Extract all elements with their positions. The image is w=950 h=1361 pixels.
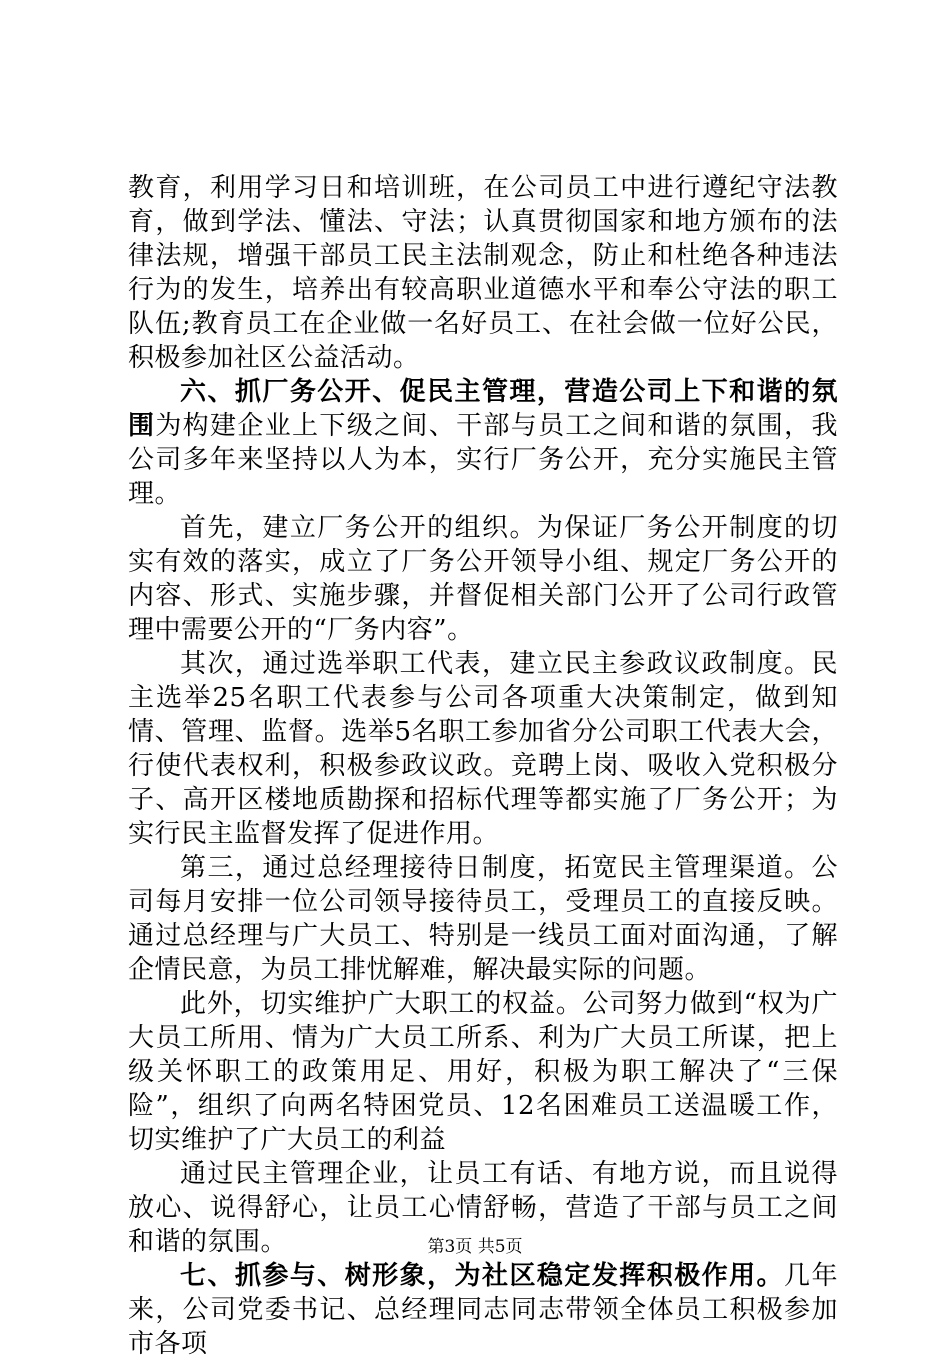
paragraph-text: 为构建企业上下级之间、干部与员工之间和谐的氛围，我公司多年来坚持以人为本，实行厂务公开，充分实施民主管理。 [128,411,838,509]
paragraph-text: 首先，建立厂务公开的组织。为保证厂务公开制度的切实有效的落实，成立了厂务公开领导小组、规定厂务公开的内容、形式、实施步骤，并督促相关部门公开了公司行政管理中需要公开的“厂务内容”。 [128,513,838,645]
paragraph-2 [128,375,838,511]
page-footer [0,1236,950,1258]
paragraph-text: 第三，通过总经理接待日制度，拓宽民主管理渠道。公司每月安排一位公司领导接待员工，受理员工的直接反映。通过总经理与广大员工、特别是一线员工面对面沟通，了解企情民意，为员工排忧解难，解决最实际的问题。 [128,853,838,985]
paragraph-3 [128,511,838,647]
section-heading-7: 七、抓参与、树形象，为社区稳定发挥积极作用。 [180,1261,785,1291]
paragraph-text: 几年来，公司党委书记、总经理同志同志带领全体员工积极参加市各项 [128,1261,838,1359]
paragraph-4 [128,647,838,851]
paragraph-text: 通过民主管理企业，让员工有话、有地方说，而且说得放心、说得舒心，让员工心情舒畅，营造了干部与员工之间和谐的氛围。 [128,1159,838,1257]
document-body [128,171,838,1361]
paragraph-5 [128,851,838,987]
paragraph-text: 此外，切实维护广大职工的权益。公司努力做到“权为广大员工所用、情为广大员工所系、利为广大员工所谋，把上级关怀职工的政策用足、用好，积极为职工解决了“三保险”，组织了向两名特困党员、12名困难员工送温暖工作，切实维护了广大员工的利益 [128,989,838,1155]
paragraph-6 [128,987,838,1157]
page-number-label: 第3页 共5页 [427,1237,523,1257]
paragraph-text: 其次，通过选举职工代表，建立民主参政议政制度。民主选举25名职工代表参与公司各项重大决策制定，做到知情、管理、监督。选举5名职工参加省分公司职工代表大会，行使代表权利，积极参政议政。竞聘上岗、吸收入党积极分子、高开区楼地质勘探和招标代理等都实施了厂务公开；为实行民主监督发挥了促进作用。 [128,649,838,849]
paragraph-text: 教育，利用学习日和培训班，在公司员工中进行遵纪守法教育，做到学法、懂法、守法；认真贯彻国家和地方颁布的法律法规，增强干部员工民主法制观念，防止和杜绝各种违法行为的发生，培养出有较高职业道德水平和奉公守法的职工队伍;教育员工在企业做一名好员工、在社会做一位好公民，积极参加社区公益活动。 [128,173,838,373]
paragraph-8 [128,1259,838,1361]
paragraph-1 [128,171,838,375]
section-heading-6: 六、抓厂务公开、促民主管理，营造公司上下和谐的氛围 [128,377,838,441]
